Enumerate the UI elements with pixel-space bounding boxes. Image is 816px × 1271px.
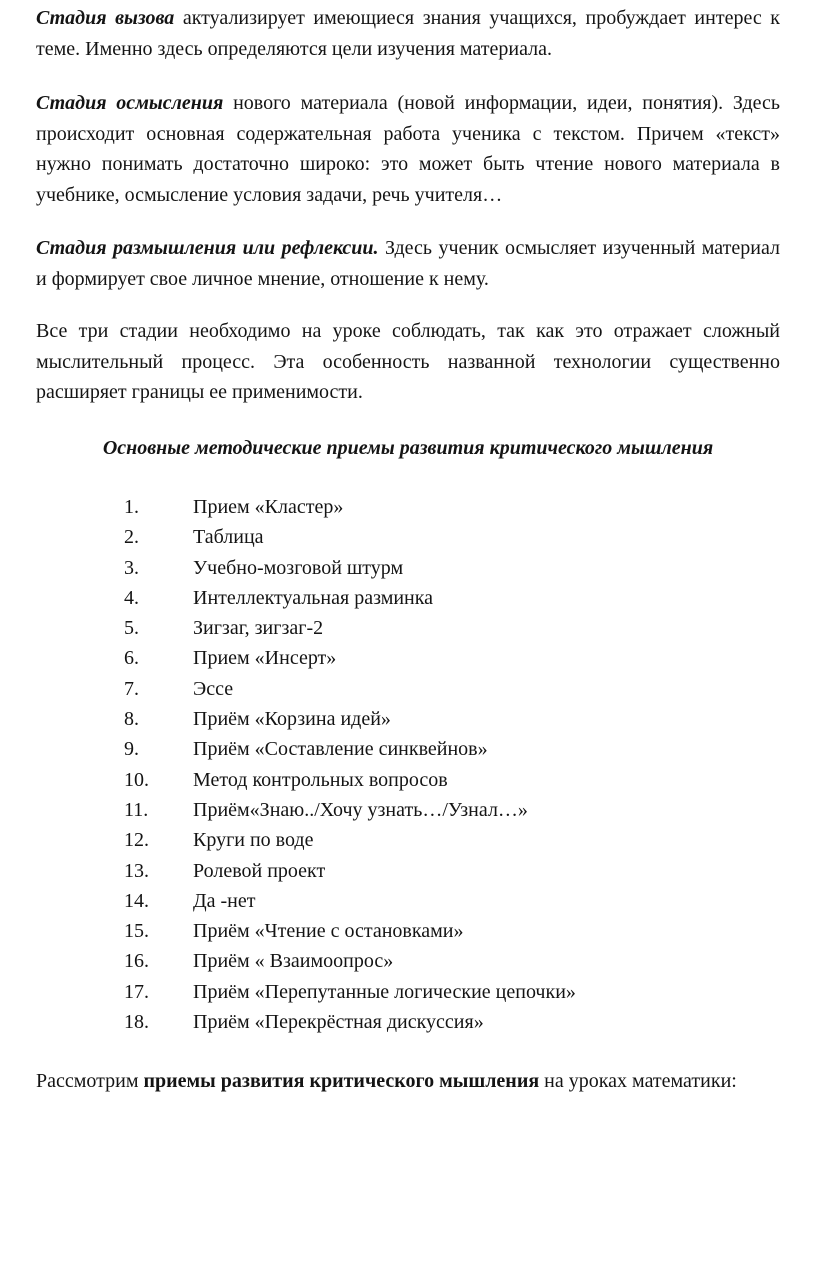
list-item [0,583,816,613]
list-item-number: 2. [124,526,139,549]
list-item [0,734,816,764]
list-item-number: 8. [124,708,139,731]
paragraph-call-stage-text: актуализирует имеющиеся знания учащихся, пробуждает интерес к теме. Именно здесь определяются цели изучения материала. [36,7,780,60]
paragraph-reflection-stage-text: Здесь ученик осмысляет изученный материал и формирует свое личное мнение, отношение к нему. [36,237,781,290]
list-item-text: Метод контрольных вопросов [193,768,448,791]
list-item [0,674,816,704]
list-item-number: 3. [124,556,139,579]
list-item-text: Приём «Составление синквейнов» [193,738,488,761]
list-item [0,522,816,552]
term-reflection-stage: Стадия размышления или рефлексии. [36,237,379,259]
list-item-text: Эссе [193,677,234,700]
list-item [0,765,816,795]
list-item-number: 9. [124,738,139,761]
list-item-text: Приём«Знаю../Хочу узнать…/Узнал…» [193,798,528,821]
list-item-text: Приём « Взаимоопрос» [193,950,394,973]
list-item-number: 10. [124,768,149,791]
term-call-stage: Стадия вызова [36,7,175,29]
list-item-text: Интеллектуальная разминка [193,586,434,609]
list-item-text: Таблица [193,526,264,549]
list-item-number: 1. [124,496,139,518]
paragraph-all-stages: Все три стадии необходимо на уроке соблюдать, так как это отражает сложный мыслительный процесс. Эта особенность названной технологии существенно расширяет границы ее применимости. [36,320,780,403]
techniques-list [0,492,816,1037]
list-item-text: Прием «Кластер» [193,496,344,518]
list-item-text: Приём «Чтение с остановками» [193,920,464,943]
list-item [0,946,816,976]
list-item [0,643,816,673]
list-item-text: Ролевой проект [193,859,326,882]
list-item-text: Приём «Перепутанные логические цепочки» [193,980,576,1003]
list-item [0,977,816,1007]
list-item [0,704,816,734]
list-item-text: Зигзаг, зигзаг-2 [193,617,324,640]
list-item [0,825,816,855]
list-item-number: 16. [124,950,149,973]
paragraph-call-stage [36,3,780,64]
list-item-text: Приём «Корзина идей» [193,708,391,731]
list-item-number: 18. [124,1011,149,1034]
list-item-number: 5. [124,617,139,640]
list-item-number: 12. [124,829,149,852]
list-item [0,492,816,522]
list-item [0,613,816,643]
closing-text-after: на уроках математики: [539,1070,737,1092]
paragraph-comprehension-stage-text: нового материала (новой информации, идеи, понятия). Здесь происходит основная содержательная работа ученика с текстом. Причем «текст» нужно понимать достаточно широко: это может быть чтение нового материала в учебнике, осмысление условия задачи, речь учителя… [36,92,780,206]
list-item-number: 6. [124,647,139,670]
list-item-number: 14. [124,889,149,912]
paragraph-closing [36,1066,780,1097]
list-item [0,856,816,886]
closing-text-before: Рассмотрим [36,1070,144,1092]
term-comprehension-stage: Стадия осмысления [36,92,224,114]
list-item-number: 13. [124,859,149,882]
list-item-number: 15. [124,920,149,943]
paragraph-reflection-stage [36,233,780,294]
list-item-number: 17. [124,980,149,1003]
list-item [0,886,816,916]
list-item [0,553,816,583]
list-item [0,795,816,825]
list-item [0,916,816,946]
list-item-number: 11. [124,798,149,821]
section-heading: Основные методические приемы развития критического мышления [102,437,714,459]
list-item-text: Да -нет [193,889,256,912]
paragraph-comprehension-stage [36,88,780,210]
list-item-text: Прием «Инсерт» [193,647,337,670]
list-item-text: Приём «Перекрёстная дискуссия» [193,1011,484,1034]
closing-text-bold: приемы развития критического мышления [143,1070,540,1092]
list-item-number: 4. [124,586,139,609]
list-item-number: 7. [124,677,139,700]
list-item-text: Учебно-мозговой штурм [193,556,404,579]
list-item [0,1007,816,1037]
list-item-text: Круги по воде [193,829,314,852]
